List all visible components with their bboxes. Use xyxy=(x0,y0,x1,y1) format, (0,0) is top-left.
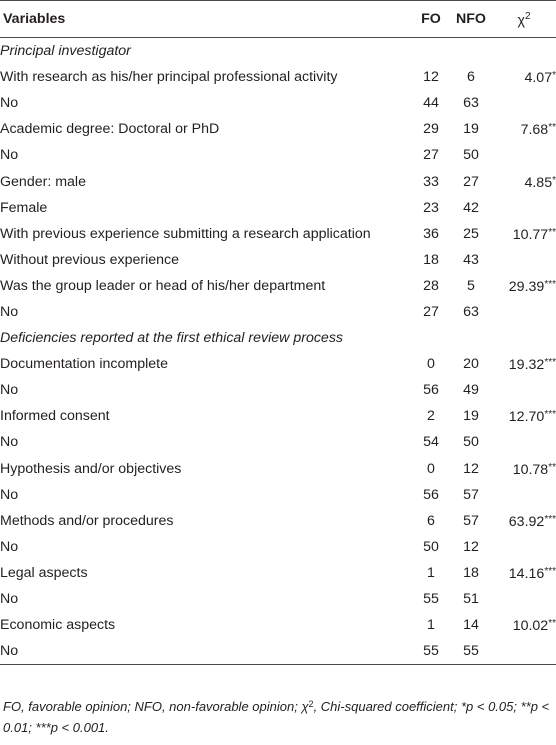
row-label: Legal aspects xyxy=(0,564,88,581)
header-chi-squared xyxy=(492,1,556,38)
footnote-text-2: , Chi-squared coefficient; *p < 0.05; **p < 0.01; ***p < 0.001. xyxy=(3,699,550,735)
table-footnote xyxy=(3,694,551,738)
chi-cell xyxy=(492,586,556,612)
chi-cell xyxy=(492,429,556,455)
fo-value: 2 xyxy=(427,408,435,425)
significance-stars: ** xyxy=(548,226,556,238)
row-label: No xyxy=(0,382,19,399)
chi-value: 4.85 xyxy=(524,174,553,191)
table-row xyxy=(0,403,556,429)
row-label: No xyxy=(0,591,19,608)
fo-value: 36 xyxy=(423,225,439,242)
nfo-value: 19 xyxy=(463,408,479,425)
row-label: Economic aspects xyxy=(0,617,116,634)
chi-cell xyxy=(492,612,556,638)
row-label: No xyxy=(0,303,19,320)
nfo-value: 18 xyxy=(463,564,479,581)
significance-stars: ** xyxy=(548,618,556,630)
table-row xyxy=(0,221,556,247)
significance-stars: *** xyxy=(544,565,556,577)
header-variables: Variables xyxy=(0,1,412,38)
chi-cell xyxy=(492,456,556,482)
chi-value: 4.07 xyxy=(524,70,553,87)
table-body xyxy=(0,38,556,665)
fo-value: 56 xyxy=(423,382,439,399)
nfo-value: 5 xyxy=(467,277,475,294)
row-label: Hypothesis and/or objectives xyxy=(0,460,182,477)
significance-stars: *** xyxy=(544,278,556,290)
row-label: No xyxy=(0,638,412,665)
row-label: Gender: male xyxy=(0,173,86,190)
fo-value: 1 xyxy=(427,564,435,581)
nfo-value: 57 xyxy=(463,512,479,529)
chi-cell xyxy=(492,142,556,168)
nfo-value: 63 xyxy=(463,95,479,112)
row-label: Documentation incomplete xyxy=(0,356,168,373)
chi-value: 29.39 xyxy=(508,278,545,295)
nfo-value: 6 xyxy=(467,69,475,86)
nfo-value: 42 xyxy=(463,199,479,216)
chi-cell xyxy=(492,247,556,273)
row-label: Female xyxy=(0,199,48,216)
chi-cell xyxy=(492,273,556,299)
significance-stars: *** xyxy=(544,409,556,421)
fo-value: 56 xyxy=(423,486,439,503)
table-row xyxy=(0,142,556,168)
section-title: Principal investigator xyxy=(0,43,131,60)
chi-cell xyxy=(492,534,556,560)
nfo-value: 12 xyxy=(463,460,479,477)
significance-stars: * xyxy=(552,70,556,82)
footnote-text-1: FO, favorable opinion; NFO, non-favorable opinion; χ xyxy=(3,699,309,714)
chi-value: 10.78 xyxy=(512,461,549,478)
nfo-value: 27 xyxy=(463,173,479,190)
row-label: No xyxy=(0,538,19,555)
chi-value: 14.16 xyxy=(508,565,545,582)
table-row xyxy=(0,168,556,194)
fo-value: 18 xyxy=(423,251,439,268)
significance-stars: ** xyxy=(548,122,556,134)
fo-value: 54 xyxy=(423,434,439,451)
table-row xyxy=(0,508,556,534)
table-row xyxy=(0,456,556,482)
chi-value: 12.70 xyxy=(508,409,545,426)
nfo-value: 43 xyxy=(463,251,479,268)
nfo-value: 57 xyxy=(463,486,479,503)
table-row xyxy=(0,299,556,325)
significance-stars: *** xyxy=(544,357,556,369)
table-row xyxy=(0,560,556,586)
chi-cell xyxy=(492,168,556,194)
chi-cell xyxy=(492,351,556,377)
fo-value: 28 xyxy=(423,277,439,294)
chi-value: 19.32 xyxy=(508,357,545,374)
section-row xyxy=(0,38,556,65)
table-row xyxy=(0,64,556,90)
chi-cell xyxy=(492,638,556,665)
chi-cell xyxy=(492,195,556,221)
fo-value: 6 xyxy=(427,512,435,529)
fo-value: 23 xyxy=(423,199,439,216)
row-label: No xyxy=(0,147,19,164)
chi-cell xyxy=(492,64,556,90)
fo-value: 55 xyxy=(412,638,450,665)
table-row xyxy=(0,612,556,638)
nfo-value: 25 xyxy=(463,225,479,242)
fo-value: 29 xyxy=(423,121,439,138)
fo-value: 55 xyxy=(423,591,439,608)
chi-value: 63.92 xyxy=(508,513,545,530)
chi-symbol: χ xyxy=(517,12,525,29)
fo-value: 44 xyxy=(423,95,439,112)
chi-value: 7.68 xyxy=(520,122,549,139)
nfo-value: 12 xyxy=(463,538,479,555)
chi-cell xyxy=(492,299,556,325)
chi-cell xyxy=(492,482,556,508)
section-row xyxy=(0,325,556,351)
chi-value: 10.77 xyxy=(512,226,549,243)
chi-cell xyxy=(492,221,556,247)
nfo-value: 14 xyxy=(463,617,479,634)
chi-cell xyxy=(492,116,556,142)
table-row xyxy=(0,534,556,560)
chi-superscript: 2 xyxy=(524,11,531,23)
fo-value: 27 xyxy=(423,303,439,320)
row-label: No xyxy=(0,434,19,451)
significance-stars: * xyxy=(552,174,556,186)
section-title: Deficiencies reported at the first ethical review process xyxy=(0,330,344,347)
nfo-value: 20 xyxy=(463,356,479,373)
table-row xyxy=(0,351,556,377)
nfo-value: 51 xyxy=(463,591,479,608)
row-label: Informed consent xyxy=(0,408,110,425)
table-row xyxy=(0,377,556,403)
chi-cell xyxy=(492,560,556,586)
table-row xyxy=(0,638,556,665)
fo-value: 1 xyxy=(427,617,435,634)
nfo-value: 19 xyxy=(463,121,479,138)
header-nfo: NFO xyxy=(450,1,492,38)
chi-cell xyxy=(492,90,556,116)
nfo-value: 63 xyxy=(463,303,479,320)
row-label: With research as his/her principal professional activity xyxy=(0,69,338,86)
table-row xyxy=(0,429,556,455)
table-row xyxy=(0,90,556,116)
table-row xyxy=(0,247,556,273)
row-label: With previous experience submitting a research application xyxy=(0,225,371,242)
row-label: No xyxy=(0,486,19,503)
nfo-value: 55 xyxy=(450,638,492,665)
chi-cell xyxy=(492,377,556,403)
significance-stars: *** xyxy=(544,513,556,525)
chi-value: 10.02 xyxy=(512,618,549,635)
table-row xyxy=(0,586,556,612)
table-row xyxy=(0,195,556,221)
chi-cell xyxy=(492,508,556,534)
significance-stars: ** xyxy=(548,461,556,473)
fo-value: 12 xyxy=(423,69,439,86)
row-label: Methods and/or procedures xyxy=(0,512,174,529)
nfo-value: 49 xyxy=(463,382,479,399)
row-label: Without previous experience xyxy=(0,251,180,268)
row-label: No xyxy=(0,95,19,112)
header-row xyxy=(0,1,556,38)
table-row xyxy=(0,116,556,142)
nfo-value: 50 xyxy=(463,147,479,164)
header-fo: FO xyxy=(412,1,450,38)
fo-value: 0 xyxy=(427,356,435,373)
fo-value: 27 xyxy=(423,147,439,164)
table-row xyxy=(0,482,556,508)
footnote-superscript: 2 xyxy=(308,699,314,709)
row-label: Was the group leader or head of his/her department xyxy=(0,277,326,294)
table-row xyxy=(0,273,556,299)
fo-value: 33 xyxy=(423,173,439,190)
row-label: Academic degree: Doctoral or PhD xyxy=(0,121,220,138)
chi-cell xyxy=(492,403,556,429)
fo-value: 50 xyxy=(423,538,439,555)
nfo-value: 50 xyxy=(463,434,479,451)
fo-value: 0 xyxy=(427,460,435,477)
